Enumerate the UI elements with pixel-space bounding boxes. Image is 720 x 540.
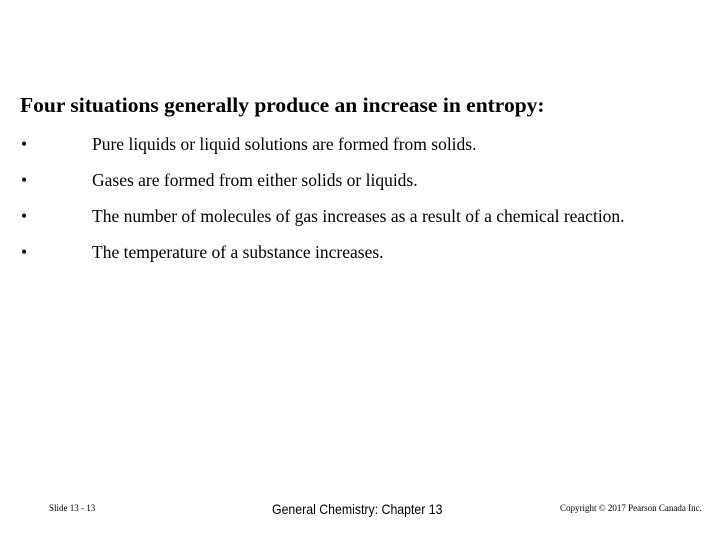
slide-number: Slide 13 - 13	[49, 503, 96, 513]
bullet-marker: •	[21, 170, 28, 190]
bullet-text: Pure liquids or liquid solutions are formed from solids.	[92, 134, 477, 154]
footer-title: General Chemistry: Chapter 13	[272, 501, 443, 517]
bullet-marker: •	[21, 242, 28, 262]
copyright-notice: Copyright © 2017 Pearson Canada Inc.	[560, 503, 702, 513]
bullet-item	[0, 206, 720, 232]
bullet-text: The temperature of a substance increases.	[92, 242, 384, 262]
bullet-item	[0, 134, 720, 160]
bullet-marker: •	[21, 206, 28, 226]
bullet-marker: •	[21, 134, 28, 154]
bullet-text: The number of molecules of gas increases as a result of a chemical reaction.	[92, 206, 625, 226]
bullet-item	[0, 170, 720, 196]
bullet-item	[0, 242, 720, 268]
slide-heading: Four situations generally produce an increase in entropy:	[20, 93, 545, 117]
bullet-text: Gases are formed from either solids or liquids.	[92, 170, 418, 190]
